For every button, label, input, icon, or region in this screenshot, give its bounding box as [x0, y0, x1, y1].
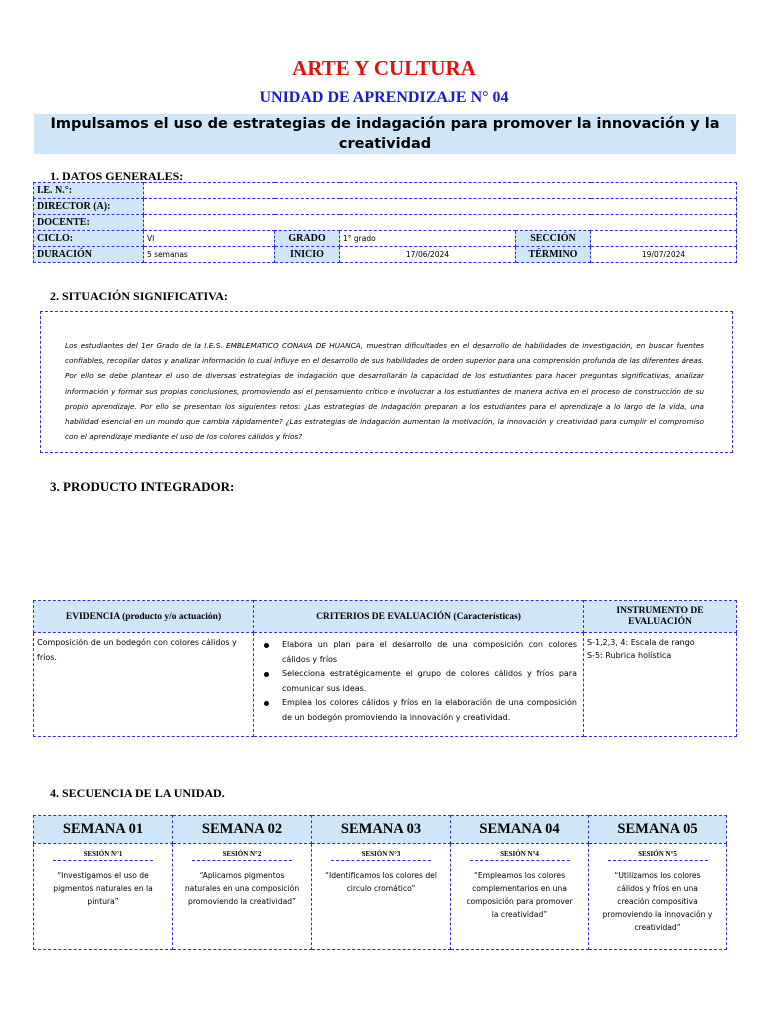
director-value	[144, 199, 737, 215]
session-description: “Utilizamos los colores cálidos y fríos en una creación compositiva promoviendo la innovación y creatividad”	[602, 871, 713, 932]
evidencia-header: EVIDENCIA (producto y/o actuación)	[34, 601, 254, 633]
criterio-item: Selecciona estratégicamente el grupo de colores cálidos y fríos para comunicar sus ideas.	[254, 667, 577, 696]
duracion-label: DURACIÓN	[34, 247, 144, 263]
session-label: SESIÓN N°1	[53, 850, 153, 861]
seccion-value	[591, 231, 737, 247]
duracion-value: 5 semanas	[144, 247, 275, 263]
instrumento-cell	[584, 633, 737, 737]
ciclo-label: CICLO:	[34, 231, 144, 247]
criterios-cell	[254, 633, 584, 737]
criterios-header: CRITERIOS DE EVALUACIÓN (Características)	[254, 601, 584, 633]
situacion-significativa-box	[40, 311, 733, 453]
semana-header: SEMANA 02	[173, 816, 312, 844]
docente-label: DOCENTE:	[34, 215, 144, 231]
evaluacion-table	[33, 600, 737, 737]
semana-header: SEMANA 05	[589, 816, 727, 844]
unit-title: UNIDAD DE APRENDIZAJE N° 04	[259, 89, 509, 106]
session-label: SESIÓN N°2	[192, 850, 292, 861]
session-description: “Empleamos los colores complementarios en una composición para promover la creatividad”	[466, 871, 573, 919]
section-producto-heading: 3. PRODUCTO INTEGRADOR:	[50, 479, 235, 494]
bullet-icon	[264, 672, 269, 677]
section-secuencia-heading: 4. SECUENCIA DE LA UNIDAD.	[50, 786, 225, 800]
instrumento-line-1: S-1,2,3, 4: Escala de rango	[587, 638, 695, 647]
seccion-label: SECCIÓN	[516, 231, 591, 247]
session-label: SESIÓN N°4	[470, 850, 570, 861]
section-datos-heading: 1. DATOS GENERALES:	[50, 169, 184, 183]
docente-value	[144, 215, 737, 231]
session-description: “Identificamos los colores del circulo cromático”	[325, 871, 437, 893]
section-situacion-heading: 2. SITUACIÓN SIGNIFICATIVA:	[50, 289, 228, 303]
ie-value	[144, 183, 737, 199]
bullet-icon	[264, 643, 269, 648]
instrumento-line-2: S-5: Rubrica holística	[587, 651, 672, 660]
session-cell	[173, 844, 312, 950]
session-cell	[451, 844, 589, 950]
criterios-list	[254, 638, 577, 725]
evidencia-cell: Composición de un bodegón con colores cálidos y fríos.	[34, 633, 254, 737]
semana-header: SEMANA 01	[34, 816, 173, 844]
session-cell	[34, 844, 173, 950]
bullet-icon	[264, 701, 269, 706]
ciclo-value: VI	[144, 231, 275, 247]
inicio-value: 17/06/2024	[340, 247, 516, 263]
termino-value: 19/07/2024	[591, 247, 737, 263]
inicio-label: INICIO	[275, 247, 340, 263]
datos-generales-table	[33, 182, 737, 263]
criterio-item: Emplea los colores cálidos y fríos en la elaboración de una composición de un bodegón promoviendo la innovación y creatividad.	[254, 696, 577, 725]
grado-value: 1° grado	[340, 231, 516, 247]
session-cell	[589, 844, 727, 950]
semana-header: SEMANA 04	[451, 816, 589, 844]
instrumento-header: INSTRUMENTO DE EVALUACIÓN	[584, 601, 737, 633]
session-description: “Aplicamos pigmentos naturales en una composición promoviendo la creatividad”	[184, 871, 300, 906]
session-cell	[312, 844, 451, 950]
session-label: SESIÓN N°5	[608, 850, 708, 861]
grado-label: GRADO	[275, 231, 340, 247]
director-label: DIRECTOR (A):	[34, 199, 144, 215]
termino-label: TÉRMINO	[516, 247, 591, 263]
situacion-text: Los estudiantes del 1er Grado de la I.E.S. EMBLEMATICO CONAVA DE HUANCA, muestran dificultades en el desarrollo de habilidades de investigación, en buscar fuentes confiables, recopilar datos y analizar información lo cual influye en el desarrollo de sus habilidades de orden superior para una comprensión profunda de las diferentes áreas. Por ello se debe plantear el uso de diversas estrategias de indagación que desarrollarán la capacidad de los estudiantes para hacer preguntas significativas, analizar información y formar sus propias conclusiones, promoviendo así el pensamiento crítico e involucrar a los estudiantes de manera activa en el proceso de construcción de su propio aprendizaje. Por ello se presentan los siguientes retos: ¿Las estrategias de indagación preparan a los estudiantes para el aprendizaje a lo largo de la vida, una habilidad esencial en un mundo que cambia rápidamente? ¿Las estrategias de indagación aumentan la motivación, la innovación y creatividad para cumplir el compromiso con el aprendizaje mediante el uso de los colores cálidos y fríos?	[65, 341, 704, 442]
ie-label: I.E. N.°:	[34, 183, 144, 199]
criterio-item: Elabora un plan para el desarrollo de una composición con colores cálidos y fríos	[254, 638, 577, 667]
secuencia-table	[33, 815, 727, 950]
session-label: SESIÓN N°3	[331, 850, 431, 861]
unit-banner: Impulsamos el uso de estrategias de indagación para promover la innovación y la creatividad	[34, 114, 736, 154]
document-title: ARTE Y CULTURA	[292, 56, 476, 80]
semana-header: SEMANA 03	[312, 816, 451, 844]
session-description: “Investigamos el uso de pigmentos naturales en la pintura”	[53, 871, 153, 906]
